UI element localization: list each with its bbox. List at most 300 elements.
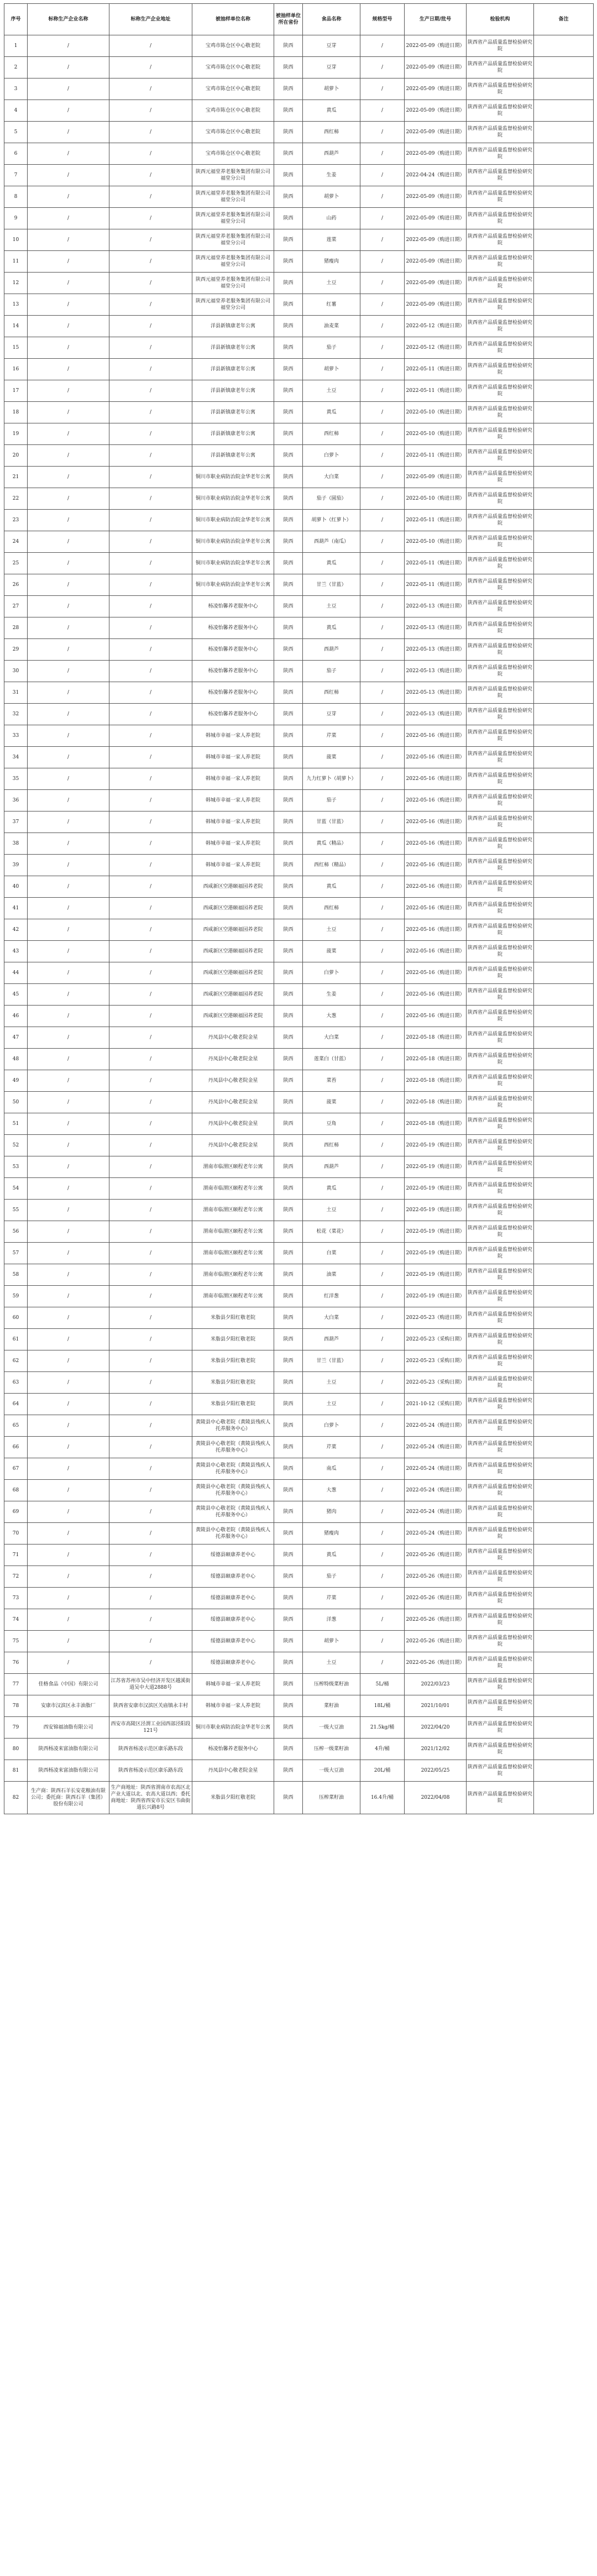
cell-province: 陕西 (274, 1372, 303, 1394)
cell-manufacturer-address: / (109, 1113, 192, 1135)
cell-manufacturer-address: / (109, 574, 192, 596)
cell-inspection-agency: 陕西省产品质量监督检验研究院 (467, 833, 534, 855)
cell-sampled-unit: 西咸新区空港颐福园养老院 (192, 898, 274, 919)
cell-spec: / (360, 445, 405, 467)
cell-manufacturer: / (28, 1178, 109, 1200)
cell-food-name: 大葱 (303, 1006, 360, 1027)
cell-production-date: 2022-05-16（购进日期） (405, 768, 467, 790)
cell-production-date: 2022-05-16（购进日期） (405, 747, 467, 768)
cell-manufacturer: / (28, 1415, 109, 1437)
cell-spec: / (360, 423, 405, 445)
cell-remarks (534, 402, 594, 423)
cell-manufacturer-address: / (109, 1566, 192, 1588)
cell-manufacturer-address: / (109, 682, 192, 704)
cell-remarks (534, 1782, 594, 1814)
cell-manufacturer-address: / (109, 1544, 192, 1566)
cell-production-date: 2022-05-11（购进日期） (405, 510, 467, 531)
cell-sampled-unit: 黄陵县中心敬老院（黄陵县残疾人托养服务中心） (192, 1415, 274, 1437)
cell-spec: / (360, 1135, 405, 1156)
cell-sampled-unit: 米脂县夕阳红敬老院 (192, 1329, 274, 1350)
cell-remarks (534, 941, 594, 962)
cell-province: 陕西 (274, 1588, 303, 1609)
cell-spec: / (360, 531, 405, 553)
cell-manufacturer: / (28, 682, 109, 704)
cell-manufacturer-address: / (109, 811, 192, 833)
cell-manufacturer: / (28, 316, 109, 337)
cell-province: 陕西 (274, 1717, 303, 1739)
cell-remarks (534, 617, 594, 639)
cell-production-date: 2022-05-09（购进日期） (405, 208, 467, 229)
cell-seq: 23 (4, 510, 28, 531)
cell-inspection-agency: 陕西省产品质量监督检验研究院 (467, 704, 534, 725)
cell-spec: / (360, 1092, 405, 1113)
cell-manufacturer-address: 生产商地址：陕西省渭南市农高区北产业大道以北、农高大道以西；委托商地址：陕西省西安市长安区韦曲街道长兴路8号 (109, 1782, 192, 1814)
cell-production-date: 2022-05-09（购进日期） (405, 100, 467, 122)
cell-inspection-agency: 陕西省产品质量监督检验研究院 (467, 57, 534, 78)
cell-manufacturer-address: / (109, 639, 192, 661)
table-row (4, 574, 594, 596)
cell-manufacturer-address: / (109, 423, 192, 445)
cell-spec: / (360, 165, 405, 186)
table-row (4, 1178, 594, 1200)
cell-province: 陕西 (274, 682, 303, 704)
cell-inspection-agency: 陕西省产品质量监督检验研究院 (467, 574, 534, 596)
table-row (4, 1437, 594, 1458)
cell-production-date: 2022-05-09（购进日期） (405, 273, 467, 294)
cell-seq: 7 (4, 165, 28, 186)
cell-manufacturer: / (28, 962, 109, 984)
cell-seq: 38 (4, 833, 28, 855)
table-row (4, 1221, 594, 1243)
cell-seq: 48 (4, 1049, 28, 1070)
cell-seq: 49 (4, 1070, 28, 1092)
cell-inspection-agency: 陕西省产品质量监督检验研究院 (467, 359, 534, 380)
cell-remarks (534, 855, 594, 876)
cell-sampled-unit: 铜川市职业病防治院金华老年公寓 (192, 488, 274, 510)
cell-food-name: 芹菜 (303, 1437, 360, 1458)
cell-sampled-unit: 洋县新镇康老年公寓 (192, 359, 274, 380)
table-row (4, 445, 594, 467)
table-row (4, 1544, 594, 1566)
table-row (4, 1782, 594, 1814)
cell-food-name: 甘兰（甘蓝） (303, 1350, 360, 1372)
cell-seq: 66 (4, 1437, 28, 1458)
table-row (4, 1674, 594, 1695)
cell-spec: / (360, 57, 405, 78)
cell-manufacturer-address: / (109, 1243, 192, 1264)
cell-manufacturer: / (28, 337, 109, 359)
cell-manufacturer: / (28, 1113, 109, 1135)
cell-food-name: 土豆 (303, 1394, 360, 1415)
cell-manufacturer: 陕西杨凌来富油脂有限公司 (28, 1739, 109, 1760)
cell-sampled-unit: 黄陵县中心敬老院（黄陵县残疾人托养服务中心） (192, 1523, 274, 1544)
cell-province: 陕西 (274, 919, 303, 941)
cell-food-name: 芹菜 (303, 1588, 360, 1609)
cell-remarks (534, 1652, 594, 1674)
cell-spec: / (360, 35, 405, 57)
cell-sampled-unit: 渭南市临渭区颐程老年公寓 (192, 1156, 274, 1178)
cell-manufacturer-address: / (109, 1092, 192, 1113)
cell-spec: 21.5kg/桶 (360, 1717, 405, 1739)
cell-manufacturer-address: 陕西省杨凌示范区康乐路东段 (109, 1739, 192, 1760)
cell-inspection-agency: 陕西省产品质量监督检验研究院 (467, 1739, 534, 1760)
cell-food-name: 南瓜 (303, 1458, 360, 1480)
table-row (4, 35, 594, 57)
cell-province: 陕西 (274, 725, 303, 747)
cell-food-name: 菜籽油 (303, 1695, 360, 1717)
cell-manufacturer-address: / (109, 1631, 192, 1652)
cell-manufacturer-address: / (109, 165, 192, 186)
cell-food-name: 莲菜白（甘蓝） (303, 1049, 360, 1070)
cell-spec: / (360, 1437, 405, 1458)
cell-spec: / (360, 294, 405, 316)
cell-inspection-agency: 陕西省产品质量监督检验研究院 (467, 984, 534, 1006)
cell-spec: / (360, 898, 405, 919)
cell-manufacturer: / (28, 143, 109, 165)
cell-production-date: 2022-05-26（购进日期） (405, 1631, 467, 1652)
cell-food-name: 猪瘦肉 (303, 1523, 360, 1544)
cell-manufacturer: / (28, 165, 109, 186)
cell-manufacturer: / (28, 1544, 109, 1566)
cell-province: 陕西 (274, 229, 303, 251)
cell-production-date: 2022-05-11（购进日期） (405, 380, 467, 402)
cell-manufacturer: / (28, 1458, 109, 1480)
cell-remarks (534, 1501, 594, 1523)
table-row (4, 1415, 594, 1437)
cell-production-date: 2022-05-09（购进日期） (405, 186, 467, 208)
cell-remarks (534, 1027, 594, 1049)
cell-seq: 31 (4, 682, 28, 704)
cell-inspection-agency: 陕西省产品质量监督检验研究院 (467, 445, 534, 467)
cell-inspection-agency: 陕西省产品质量监督检验研究院 (467, 316, 534, 337)
cell-sampled-unit: 铜川市职业病防治院金华老年公寓 (192, 467, 274, 488)
cell-seq: 55 (4, 1200, 28, 1221)
cell-manufacturer-address: / (109, 1049, 192, 1070)
cell-sampled-unit: 渭南市临渭区颐程老年公寓 (192, 1264, 274, 1286)
cell-spec: 5L/桶 (360, 1674, 405, 1695)
cell-manufacturer-address: / (109, 1070, 192, 1092)
cell-remarks (534, 1113, 594, 1135)
cell-manufacturer: / (28, 1566, 109, 1588)
cell-seq: 19 (4, 423, 28, 445)
cell-food-name: 大白菜 (303, 467, 360, 488)
cell-manufacturer-address: / (109, 725, 192, 747)
cell-production-date: 2022-05-09（购进日期） (405, 143, 467, 165)
cell-inspection-agency: 陕西省产品质量监督检验研究院 (467, 1566, 534, 1588)
cell-manufacturer: / (28, 984, 109, 1006)
table-row (4, 488, 594, 510)
cell-remarks (534, 294, 594, 316)
cell-sampled-unit: 洋县新镇康老年公寓 (192, 337, 274, 359)
cell-food-name: 菠菜 (303, 1092, 360, 1113)
cell-sampled-unit: 丹凤县中心敬老院金星 (192, 1135, 274, 1156)
cell-seq: 6 (4, 143, 28, 165)
cell-production-date: 2022-05-24（购进日期） (405, 1415, 467, 1437)
header-production-date: 生产日期/批号 (405, 4, 467, 35)
cell-spec: / (360, 1458, 405, 1480)
cell-spec: / (360, 402, 405, 423)
cell-province: 陕西 (274, 1652, 303, 1674)
cell-seq: 11 (4, 251, 28, 273)
cell-manufacturer-address: / (109, 122, 192, 143)
cell-production-date: 2022-05-23（采购日期） (405, 1372, 467, 1394)
cell-spec: / (360, 1006, 405, 1027)
cell-sampled-unit: 韩城市幸福一家人养老院 (192, 725, 274, 747)
cell-food-name: 菠菜 (303, 747, 360, 768)
cell-manufacturer: / (28, 35, 109, 57)
cell-production-date: 2022-05-16（购进日期） (405, 898, 467, 919)
cell-manufacturer: / (28, 1092, 109, 1113)
cell-production-date: 2022-05-19（购进日期） (405, 1243, 467, 1264)
cell-remarks (534, 186, 594, 208)
cell-manufacturer-address: / (109, 1156, 192, 1178)
cell-spec: / (360, 1372, 405, 1394)
table-row (4, 1652, 594, 1674)
cell-spec: / (360, 1394, 405, 1415)
table-row (4, 1501, 594, 1523)
cell-food-name: 生姜 (303, 984, 360, 1006)
cell-inspection-agency: 陕西省产品质量监督检验研究院 (467, 941, 534, 962)
table-row (4, 1070, 594, 1092)
cell-manufacturer-address: / (109, 1415, 192, 1437)
cell-manufacturer-address: / (109, 962, 192, 984)
cell-remarks (534, 1372, 594, 1394)
cell-food-name: 一级大豆油 (303, 1760, 360, 1782)
cell-seq: 65 (4, 1415, 28, 1437)
table-row (4, 531, 594, 553)
cell-seq: 80 (4, 1739, 28, 1760)
cell-inspection-agency: 陕西省产品质量监督检验研究院 (467, 186, 534, 208)
cell-spec: / (360, 661, 405, 682)
cell-province: 陕西 (274, 208, 303, 229)
cell-manufacturer: / (28, 768, 109, 790)
table-row (4, 402, 594, 423)
cell-sampled-unit: 黄陵县中心敬老院（黄陵县残疾人托养服务中心） (192, 1437, 274, 1458)
cell-seq: 32 (4, 704, 28, 725)
cell-manufacturer-address: 陕西省杨凌示范区康乐路东段 (109, 1760, 192, 1782)
cell-manufacturer-address: / (109, 876, 192, 898)
cell-spec: / (360, 1588, 405, 1609)
cell-seq: 24 (4, 531, 28, 553)
cell-food-name: 茄子（圆茄） (303, 488, 360, 510)
cell-remarks (534, 1566, 594, 1588)
table-row (4, 1695, 594, 1717)
cell-spec: / (360, 1286, 405, 1307)
cell-province: 陕西 (274, 1049, 303, 1070)
cell-province: 陕西 (274, 1113, 303, 1135)
cell-sampled-unit: 黄陵县中心敬老院（黄陵县残疾人托养服务中心） (192, 1458, 274, 1480)
table-row (4, 122, 594, 143)
cell-manufacturer: / (28, 833, 109, 855)
cell-manufacturer-address: / (109, 1480, 192, 1501)
table-row (4, 1135, 594, 1156)
table-row (4, 1458, 594, 1480)
cell-production-date: 2022-05-18（购进日期） (405, 1027, 467, 1049)
cell-province: 陕西 (274, 639, 303, 661)
cell-production-date: 2022-05-24（购进日期） (405, 1523, 467, 1544)
cell-manufacturer: / (28, 811, 109, 833)
cell-manufacturer-address: / (109, 790, 192, 811)
cell-sampled-unit: 韩城市幸福一家人养老院 (192, 790, 274, 811)
cell-manufacturer-address: / (109, 855, 192, 876)
cell-seq: 35 (4, 768, 28, 790)
cell-food-name: 芹菜 (303, 725, 360, 747)
table-row (4, 143, 594, 165)
cell-inspection-agency: 陕西省产品质量监督检验研究院 (467, 1394, 534, 1415)
cell-food-name: 山药 (303, 208, 360, 229)
cell-sampled-unit: 宝鸡市陈仓区中心敬老院 (192, 57, 274, 78)
cell-seq: 81 (4, 1760, 28, 1782)
cell-sampled-unit: 洋县新镇康老年公寓 (192, 423, 274, 445)
cell-seq: 58 (4, 1264, 28, 1286)
cell-seq: 18 (4, 402, 28, 423)
cell-seq: 20 (4, 445, 28, 467)
cell-remarks (534, 1135, 594, 1156)
cell-remarks (534, 790, 594, 811)
cell-remarks (534, 1544, 594, 1566)
cell-spec: 20L/桶 (360, 1760, 405, 1782)
table-row (4, 811, 594, 833)
cell-spec: / (360, 1523, 405, 1544)
cell-sampled-unit: 西咸新区空港颐福园养老院 (192, 984, 274, 1006)
cell-inspection-agency: 陕西省产品质量监督检验研究院 (467, 876, 534, 898)
cell-production-date: 2022-05-26（购进日期） (405, 1544, 467, 1566)
cell-seq: 29 (4, 639, 28, 661)
cell-sampled-unit: 陕西元福堂养老服务集团有限公司福堂分公司 (192, 186, 274, 208)
table-row (4, 165, 594, 186)
cell-sampled-unit: 杨凌怡馨养老服务中心 (192, 682, 274, 704)
table-row (4, 186, 594, 208)
cell-sampled-unit: 铜川市职业病防治院金华老年公寓 (192, 574, 274, 596)
cell-sampled-unit: 陕西元福堂养老服务集团有限公司福堂分公司 (192, 165, 274, 186)
cell-food-name: 胡萝卜 (303, 78, 360, 100)
cell-manufacturer: / (28, 1286, 109, 1307)
cell-remarks (534, 553, 594, 574)
cell-province: 陕西 (274, 488, 303, 510)
cell-seq: 5 (4, 122, 28, 143)
cell-remarks (534, 725, 594, 747)
cell-province: 陕西 (274, 1501, 303, 1523)
cell-food-name: 土豆 (303, 1652, 360, 1674)
cell-production-date: 2022-05-09（购进日期） (405, 467, 467, 488)
cell-remarks (534, 1200, 594, 1221)
cell-production-date: 2022-05-13（购进日期） (405, 639, 467, 661)
table-row (4, 1113, 594, 1135)
cell-province: 陕西 (274, 143, 303, 165)
cell-remarks (534, 35, 594, 57)
cell-sampled-unit: 铜川市职业病防治院金华老年公寓 (192, 510, 274, 531)
cell-production-date: 2022-05-24（购进日期） (405, 1480, 467, 1501)
table-row (4, 337, 594, 359)
cell-food-name: 土豆 (303, 919, 360, 941)
cell-production-date: 2022-05-09（购进日期） (405, 78, 467, 100)
cell-inspection-agency: 陕西省产品质量监督检验研究院 (467, 531, 534, 553)
cell-spec: / (360, 919, 405, 941)
cell-remarks (534, 1049, 594, 1070)
cell-manufacturer: / (28, 1609, 109, 1631)
cell-remarks (534, 747, 594, 768)
cell-sampled-unit: 韩城市幸福一家人养老院 (192, 747, 274, 768)
cell-remarks (534, 811, 594, 833)
cell-manufacturer: / (28, 1652, 109, 1674)
cell-manufacturer-address: / (109, 984, 192, 1006)
cell-food-name: 胡萝卜 (303, 1631, 360, 1652)
cell-inspection-agency: 陕西省产品质量监督检验研究院 (467, 1458, 534, 1480)
cell-manufacturer-address: / (109, 78, 192, 100)
cell-food-name: 猪肉 (303, 1501, 360, 1523)
cell-inspection-agency: 陕西省产品质量监督检验研究院 (467, 1350, 534, 1372)
table-row (4, 898, 594, 919)
cell-production-date: 2022-05-11（购进日期） (405, 574, 467, 596)
cell-remarks (534, 1006, 594, 1027)
cell-inspection-agency: 陕西省产品质量监督检验研究院 (467, 725, 534, 747)
cell-inspection-agency: 陕西省产品质量监督检验研究院 (467, 229, 534, 251)
cell-manufacturer: / (28, 1221, 109, 1243)
cell-inspection-agency: 陕西省产品质量监督检验研究院 (467, 1652, 534, 1674)
cell-seq: 74 (4, 1609, 28, 1631)
cell-production-date: 2022-05-18（购进日期） (405, 1070, 467, 1092)
cell-food-name: 西葫芦 (303, 143, 360, 165)
cell-remarks (534, 1437, 594, 1458)
cell-manufacturer: / (28, 639, 109, 661)
cell-spec: / (360, 962, 405, 984)
table-row (4, 1049, 594, 1070)
cell-food-name: 菠菜 (303, 941, 360, 962)
cell-province: 陕西 (274, 251, 303, 273)
cell-sampled-unit: 西咸新区空港颐福园养老院 (192, 962, 274, 984)
cell-seq: 3 (4, 78, 28, 100)
cell-seq: 41 (4, 898, 28, 919)
cell-province: 陕西 (274, 1674, 303, 1695)
cell-seq: 1 (4, 35, 28, 57)
cell-sampled-unit: 韩城市幸福一家人养老院 (192, 768, 274, 790)
cell-inspection-agency: 陕西省产品质量监督检验研究院 (467, 165, 534, 186)
cell-seq: 26 (4, 574, 28, 596)
cell-sampled-unit: 丹凤县中心敬老院金星 (192, 1070, 274, 1092)
cell-food-name: 压榨菜籽油 (303, 1782, 360, 1814)
cell-sampled-unit: 铜川市职业病防治院金华老年公寓 (192, 553, 274, 574)
cell-production-date: 2022-05-26（购进日期） (405, 1588, 467, 1609)
cell-manufacturer: / (28, 1049, 109, 1070)
cell-food-name: 大白菜 (303, 1307, 360, 1329)
cell-seq: 27 (4, 596, 28, 617)
cell-spec: / (360, 78, 405, 100)
cell-spec: / (360, 1264, 405, 1286)
cell-manufacturer: / (28, 1394, 109, 1415)
cell-inspection-agency: 陕西省产品质量监督检验研究院 (467, 747, 534, 768)
cell-production-date: 2022-05-19（购进日期） (405, 1264, 467, 1286)
cell-food-name: 西红柿 (303, 1135, 360, 1156)
cell-inspection-agency: 陕西省产品质量监督检验研究院 (467, 1609, 534, 1631)
cell-production-date: 2022-05-19（购进日期） (405, 1221, 467, 1243)
cell-spec: / (360, 811, 405, 833)
cell-remarks (534, 1221, 594, 1243)
cell-manufacturer-address: / (109, 1006, 192, 1027)
cell-manufacturer-address: 江苏省苏州市吴中经济开发区越溪街道吴中大道2888号 (109, 1674, 192, 1695)
cell-sampled-unit: 西咸新区空港颐福园养老院 (192, 876, 274, 898)
cell-spec: / (360, 1070, 405, 1092)
table-row (4, 316, 594, 337)
cell-manufacturer-address: / (109, 337, 192, 359)
cell-sampled-unit: 宝鸡市陈仓区中心敬老院 (192, 100, 274, 122)
cell-sampled-unit: 米脂县夕阳红敬老院 (192, 1394, 274, 1415)
cell-sampled-unit: 陕西元福堂养老服务集团有限公司福堂分公司 (192, 294, 274, 316)
cell-food-name: 豆芽 (303, 35, 360, 57)
table-row (4, 1480, 594, 1501)
cell-production-date: 2022-05-16（购进日期） (405, 876, 467, 898)
cell-manufacturer: / (28, 876, 109, 898)
cell-inspection-agency: 陕西省产品质量监督检验研究院 (467, 122, 534, 143)
